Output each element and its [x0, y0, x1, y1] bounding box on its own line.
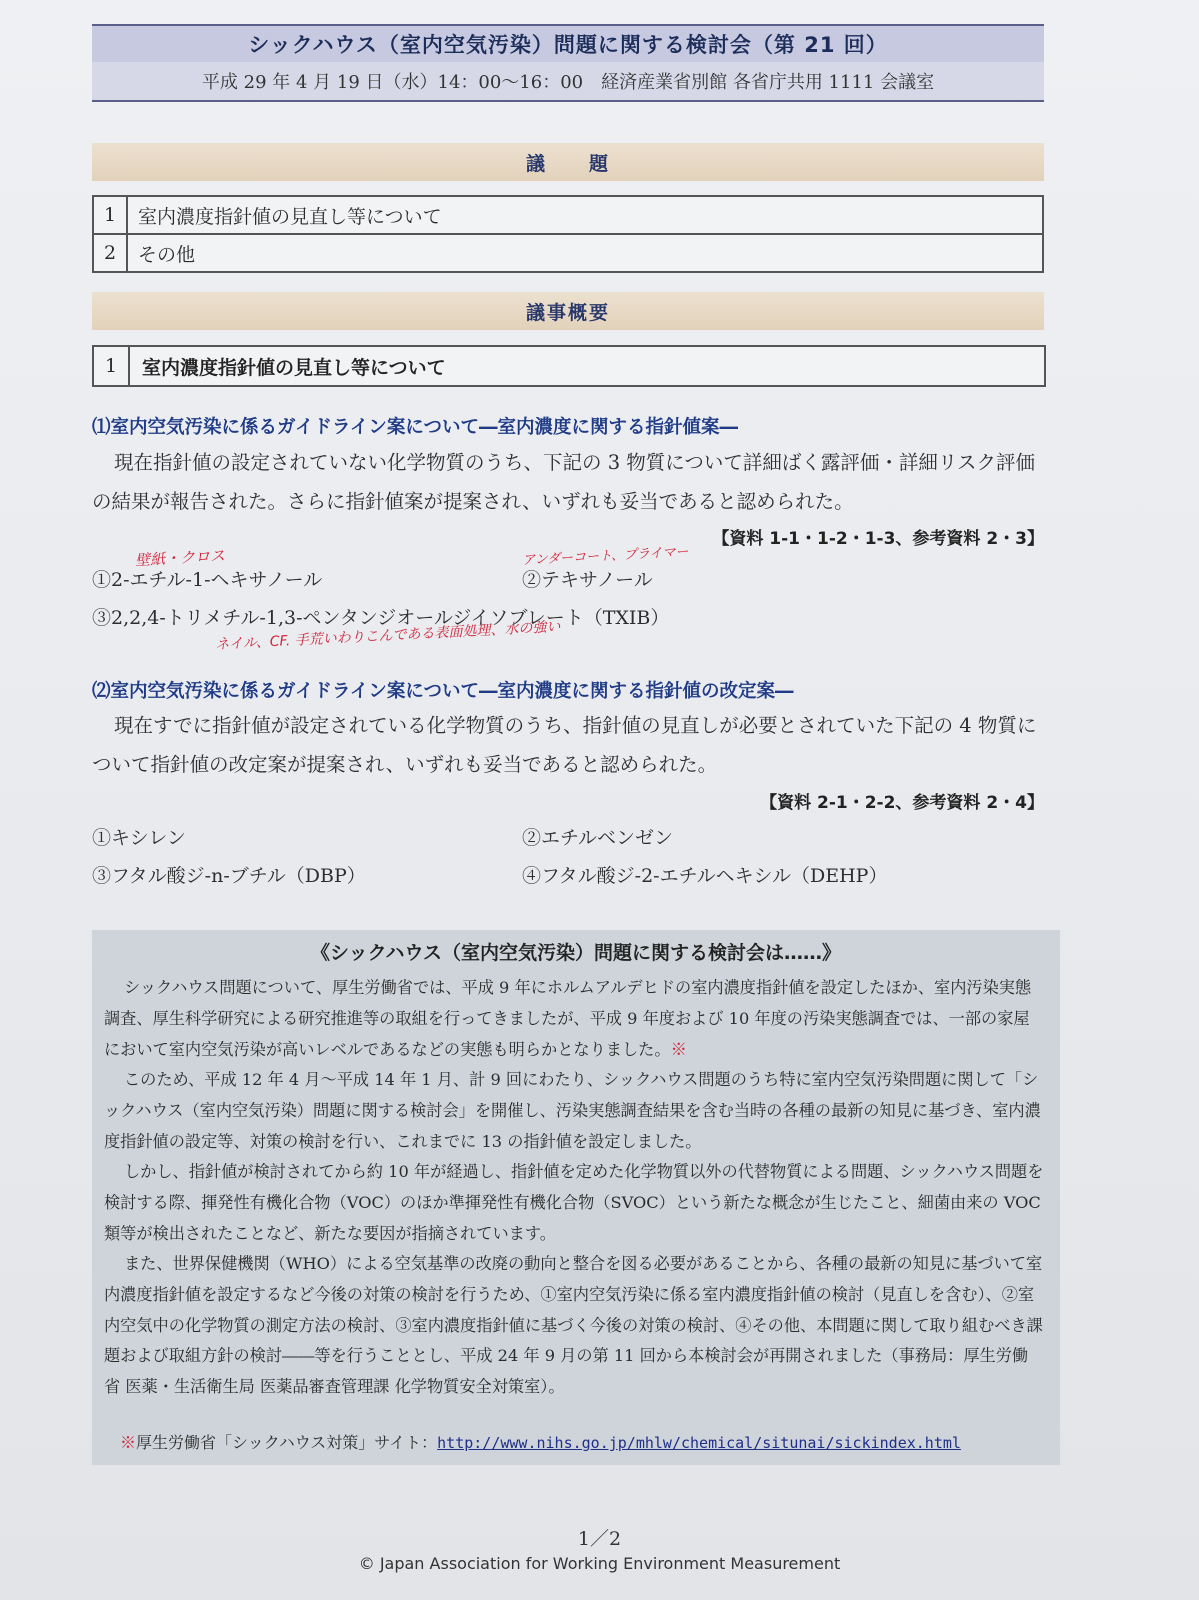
- info-paragraph: しかし、指針値が検討されてから約 10 年が経過し、指針値を定めた化学物質以外の代替物質による問題、シックハウス問題を検討する際、揮発性有機化合物（VOC）のほか準揮発性有機化合物（SVOC）という新たな概念が生じたこと、細菌由来の VOC 類等が検出されたことなど、新たな要因が指摘されています。: [104, 1162, 1044, 1243]
- part1-item: ①2-エチル-1-ヘキサノール: [92, 569, 323, 591]
- title-band: [92, 24, 1044, 62]
- summary-section-num: 1: [94, 347, 130, 385]
- footnote-link[interactable]: http://www.nihs.go.jp/mhlw/chemical/situnai/sickindex.html: [437, 1434, 961, 1452]
- part2-reference: 【資料 2-1・2-2、参考資料 2・4】: [760, 793, 1044, 813]
- part2-item: ②エチルベンゼン: [522, 827, 674, 849]
- summary-heading-band: [92, 292, 1044, 330]
- part2-heading: ⑵室内空気汚染に係るガイドライン案について―室内濃度に関する指針値の改定案―: [92, 681, 794, 702]
- info-box: [92, 930, 1060, 1465]
- part1-reference: 【資料 1-1・1-2・1-3、参考資料 2・3】: [712, 529, 1044, 549]
- copyright: © Japan Association for Working Environment Measurement: [358, 1554, 841, 1573]
- part2-item: ①キシレン: [92, 827, 186, 849]
- footnote-text: 厚生労働省「シックハウス対策」サイト：: [136, 1433, 438, 1452]
- part1-heading: ⑴室内空気汚染に係るガイドライン案について―室内濃度に関する指針値案―: [92, 417, 739, 438]
- page-number: 1／2: [577, 1528, 622, 1550]
- part2-text: 現在すでに指針値が設定されている化学物質のうち、指針値の見直しが必要とされていた下記の 4 物質について指針値の改定案が提案され、いずれも妥当であると認められた。: [92, 714, 1037, 776]
- agenda-heading-band: [92, 143, 1044, 181]
- info-title: 《シックハウス（室内空気汚染）問題に関する検討会は……》: [311, 942, 841, 964]
- summary-section-box: [92, 345, 1046, 387]
- info-paragraph-text: シックハウス問題について、厚生労働省では、平成 9 年にホルムアルデヒドの室内濃度指針値を設定したほか、室内汚染実態調査、厚生科学研究による研究推進等の取組を行ってきましたが、平成 9 年度および 10 年度の汚染実態調査では、一部の家屋において室内空気汚染が高いレベルであるなどの実態も明らかとなりました。: [104, 978, 1032, 1059]
- part1-text: 現在指針値の設定されていない化学物質のうち、下記の 3 物質について詳細ばく露評価・詳細リスク評価の結果が報告された。さらに指針値案が提案され、いずれも妥当であると認められた。: [92, 451, 1036, 513]
- part1-item: ②テキサノール: [522, 569, 653, 591]
- agenda-text: その他: [127, 234, 1043, 272]
- agenda-heading: 議 題: [525, 152, 610, 175]
- summary-heading: 議事概要: [525, 301, 610, 324]
- handwritten-note: ネイル、CF. 手荒いわりこんである表面処理、水の強い: [214, 618, 561, 654]
- handwritten-note: アンダーコート、プライマー: [521, 544, 689, 569]
- table-row: [93, 196, 1043, 234]
- footnote-mark: ※: [120, 1433, 137, 1452]
- agenda-num: 2: [93, 234, 127, 272]
- info-paragraph: [104, 973, 1044, 1065]
- meeting-info: 平成 29 年 4 月 19 日（水）14：00～16：00 経済産業省別館 各省庁共用 1111 会議室: [92, 62, 1044, 102]
- footnote: [120, 1430, 961, 1453]
- summary-section-label: 室内濃度指針値の見直し等について: [142, 356, 446, 379]
- part2-item: ③フタル酸ジ-n-ブチル（DBP）: [92, 865, 366, 887]
- footnote-mark: ※: [670, 1039, 687, 1059]
- info-paragraph: また、世界保健機関（WHO）による空気基準の改廃の動向と整合を図る必要があることから、各種の最新の知見に基づいて室内濃度指針値を設定するなど今後の対策の検討を行うため、①室内空気汚染に係る室内濃度指針値の検討（見直しを含む）、②室内空気中の化学物質の測定方法の検討、③室内濃度指針値に基づく今後の対策の検討、④その他、本問題に関して取り組むべき課題および取組方針の検討――等を行うこととし、平成 24 年 9 月の第 11 回から本検討会が再開されました（事務局：厚生労働省 医薬・生活衛生局 医薬品審査管理課 化学物質安全対策室）。: [104, 1254, 1043, 1397]
- info-paragraph: このため、平成 12 年 4 月～平成 14 年 1 月、計 9 回にわたり、シックハウス問題のうち特に室内空気汚染問題に関して「シックハウス（室内空気汚染）問題に関する検討会」を開催し、汚染実態調査結果を含む当時の各種の最新の知見に基づき、室内濃度指針値の設定等、対策の検討を行い、これまでに 13 の指針値を設定しました。: [104, 1070, 1041, 1151]
- handwritten-note: 壁紙・クロス: [134, 546, 226, 570]
- agenda-text: 室内濃度指針値の見直し等について: [127, 196, 1043, 234]
- part1-item: ③2,2,4-トリメチル-1,3-ペンタンジオールジイソブレート（TXIB）: [92, 607, 670, 629]
- table-row: [93, 234, 1043, 272]
- part2-item: ④フタル酸ジ-2-エチルヘキシル（DEHP）: [522, 865, 888, 887]
- agenda-num: 1: [93, 196, 127, 234]
- agenda-table: [92, 195, 1044, 273]
- document-title: シックハウス（室内空気汚染）問題に関する検討会（第 21 回）: [248, 33, 888, 57]
